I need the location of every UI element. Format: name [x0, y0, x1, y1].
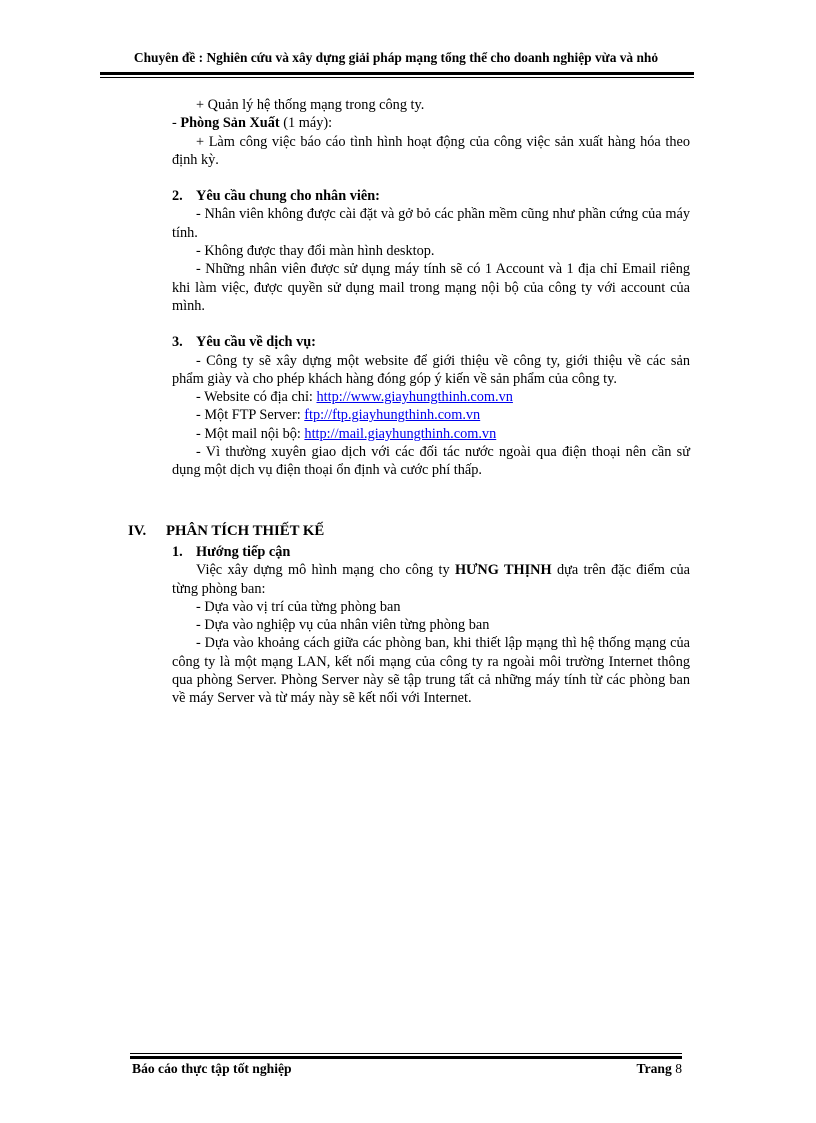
footer-report-title: Báo cáo thực tập tốt nghiệp [132, 1061, 292, 1076]
header-rule-thin [100, 77, 694, 78]
subheading-service-requirements: 3. Yêu cầu về dịch vụ: [172, 334, 316, 351]
header-rule-thick [100, 72, 694, 75]
website-line: - Website có địa chỉ: http://www.giayhungthinh.com.vn [196, 389, 513, 406]
list-item: - Dựa vào nghiệp vụ của nhân viên từng phòng ban [196, 617, 490, 634]
list-item: - Nhân viên không được cài đặt và gở bỏ các phần mềm cũng như phần cứng của máy tính. [172, 206, 690, 241]
department-heading: - Phòng Sản Xuất (1 máy): [172, 115, 333, 132]
subheading-employee-requirements: 2. Yêu cầu chung cho nhân viên: [172, 188, 380, 205]
paragraph-website-intro: - Công ty sẽ xây dựng một website để giới thiệu về công ty, giới thiệu về các sản phẩm giày và cho phép khách hàng đóng góp ý kiến về sản phẩm của công ty. [172, 352, 690, 387]
ftp-line: - Một FTP Server: ftp://ftp.giayhungthinh.com.vn [196, 407, 481, 424]
list-item: - Không được thay đổi màn hình desktop. [196, 243, 435, 260]
section4-body [172, 543, 690, 708]
section-heading-analysis: IV. PHÂN TÍCH THIẾT KẾ [128, 523, 325, 539]
department-name: Phòng Sản Xuất [180, 115, 280, 132]
ftp-link[interactable]: ftp://ftp.giayhungthinh.com.vn [304, 407, 481, 424]
body-text [172, 96, 690, 480]
company-name: HƯNG THỊNH [454, 562, 552, 579]
page-header: Chuyên đề : Nghiên cứu và xây dựng giải pháp mạng tổng thể cho doanh nghiệp vừa và nhỏ [133, 50, 659, 65]
list-item: - Những nhân viên được sử dụng máy tính sẽ có 1 Account và 1 địa chỉ Email riêng khi làm việc, được quyền sử dụng mail trong mạng nội bộ của công ty với account của mình. [172, 261, 690, 314]
subheading-approach: 1. Hướng tiếp cận [172, 544, 291, 560]
footer-rule-thin [130, 1053, 682, 1054]
paragraph-approach-intro: Việc xây dựng mô hình mạng cho công ty HƯNG THỊNH dựa trên đặc điểm của từng phòng ban: [172, 562, 691, 597]
website-link[interactable]: http://www.giayhungthinh.com.vn [316, 389, 513, 406]
footer-rule-thick [130, 1056, 682, 1059]
mail-line: - Một mail nội bộ: http://mail.giayhungthinh.com.vn [196, 425, 497, 442]
paragraph-network-management: + Quản lý hệ thống mạng trong công ty. [196, 97, 425, 113]
paragraph-phone-service: - Vì thường xuyên giao dịch với các đối tác nước ngoài qua điện thoại nên cần sử dụng một dịch vụ điện thoại ổn định và cước phí thấp. [172, 444, 690, 479]
mail-link[interactable]: http://mail.giayhungthinh.com.vn [304, 425, 497, 442]
list-item: - Dựa vào khoảng cách giữa các phòng ban, khi thiết lập mạng thì hệ thống mạng của công ty là một mạng LAN, kết nối mạng của công ty ra ngoài môi trường Internet thông qua phòng Server. Phòng Server này sẽ tập trung tất cả những máy tính từ các phòng ban về máy Server và từ máy này sẽ kết nối với Internet. [172, 635, 690, 707]
list-item: - Dựa vào vị trí của từng phòng ban [196, 598, 401, 615]
paragraph-production-task: + Làm công việc báo cáo tình hình hoạt động của công việc sản xuất hàng hóa theo định kỳ. [172, 133, 690, 168]
page-number: Trang 8 [636, 1061, 682, 1076]
